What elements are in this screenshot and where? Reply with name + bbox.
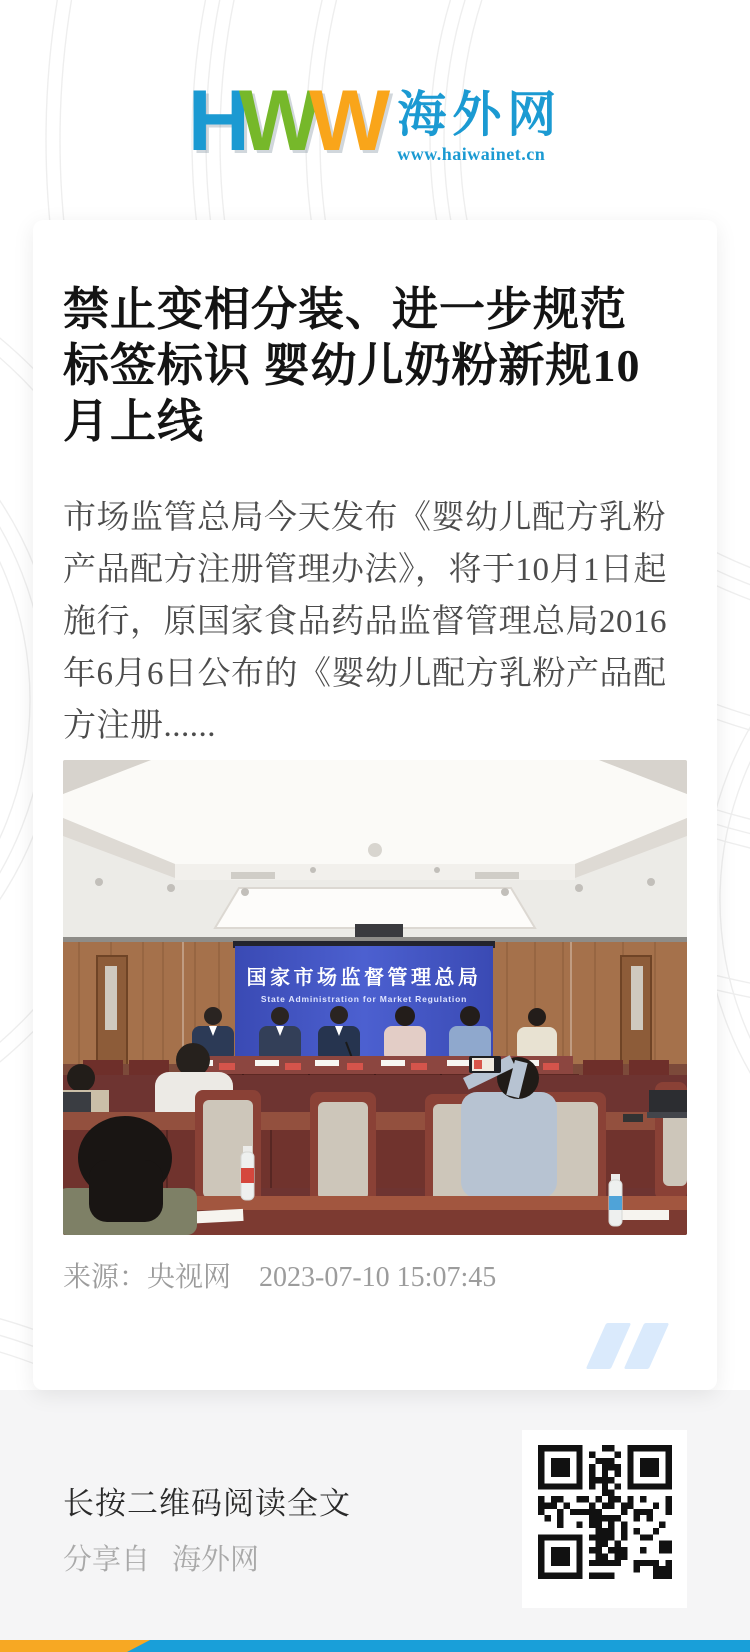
bottom-accent-orange <box>0 1640 150 1652</box>
title-line-3: 月上线 <box>63 396 204 447</box>
logo-letter-w2: W <box>309 73 380 169</box>
title-line-2: 标签标识 婴幼儿奶粉新规10 <box>63 340 641 391</box>
quote-slash-icon <box>586 1323 631 1369</box>
water-bottle-red <box>241 1146 254 1200</box>
banner-title: 国家市场监督管理总局 <box>246 967 482 989</box>
left-door <box>97 956 127 1066</box>
source-label: 来源：央视网 <box>63 1262 232 1293</box>
qr-code-image <box>538 1445 672 1579</box>
logo-letter-h: H <box>187 73 239 169</box>
logo-letter-w1: W <box>238 73 310 169</box>
logo-hww <box>187 73 380 169</box>
bottom-accent-bar <box>0 1640 750 1652</box>
article-title <box>63 282 687 450</box>
article-excerpt: 市场监管总局今天发布《婴幼儿配方乳粉产品配方注册管理办法》，将于10月1日起施行，原国家食品药品监督管理总局2016年6月6日公布的《婴幼儿配方乳粉产品配方注册...... <box>63 500 667 744</box>
banner-subtitle: State Administration for Market Regulation <box>260 994 468 1004</box>
qr-cta-text: 长按二维码阅读全文 <box>63 1486 351 1521</box>
publish-time: 2023-07-10 15:07:45 <box>259 1262 497 1293</box>
quote-marks <box>63 1323 687 1369</box>
right-door <box>621 956 651 1066</box>
share-prefix: 分享自 <box>63 1544 151 1576</box>
press-conference-photo <box>63 760 687 1235</box>
quote-slash-icon <box>624 1323 669 1369</box>
article-photo <box>63 760 687 1235</box>
article-card[interactable] <box>33 220 717 1390</box>
qr-code[interactable] <box>522 1430 687 1608</box>
site-name: 海外网 <box>397 88 563 142</box>
title-line-1: 禁止变相分装、进一步规范 <box>63 284 627 335</box>
water-bottle-blue <box>609 1174 622 1226</box>
site-logo <box>0 73 750 169</box>
article-meta <box>63 1255 687 1295</box>
share-source: 海外网 <box>172 1544 260 1576</box>
site-url: www.haiwainet.cn <box>397 144 546 164</box>
logo-text-block <box>397 84 562 165</box>
photo-ceiling <box>63 760 687 942</box>
